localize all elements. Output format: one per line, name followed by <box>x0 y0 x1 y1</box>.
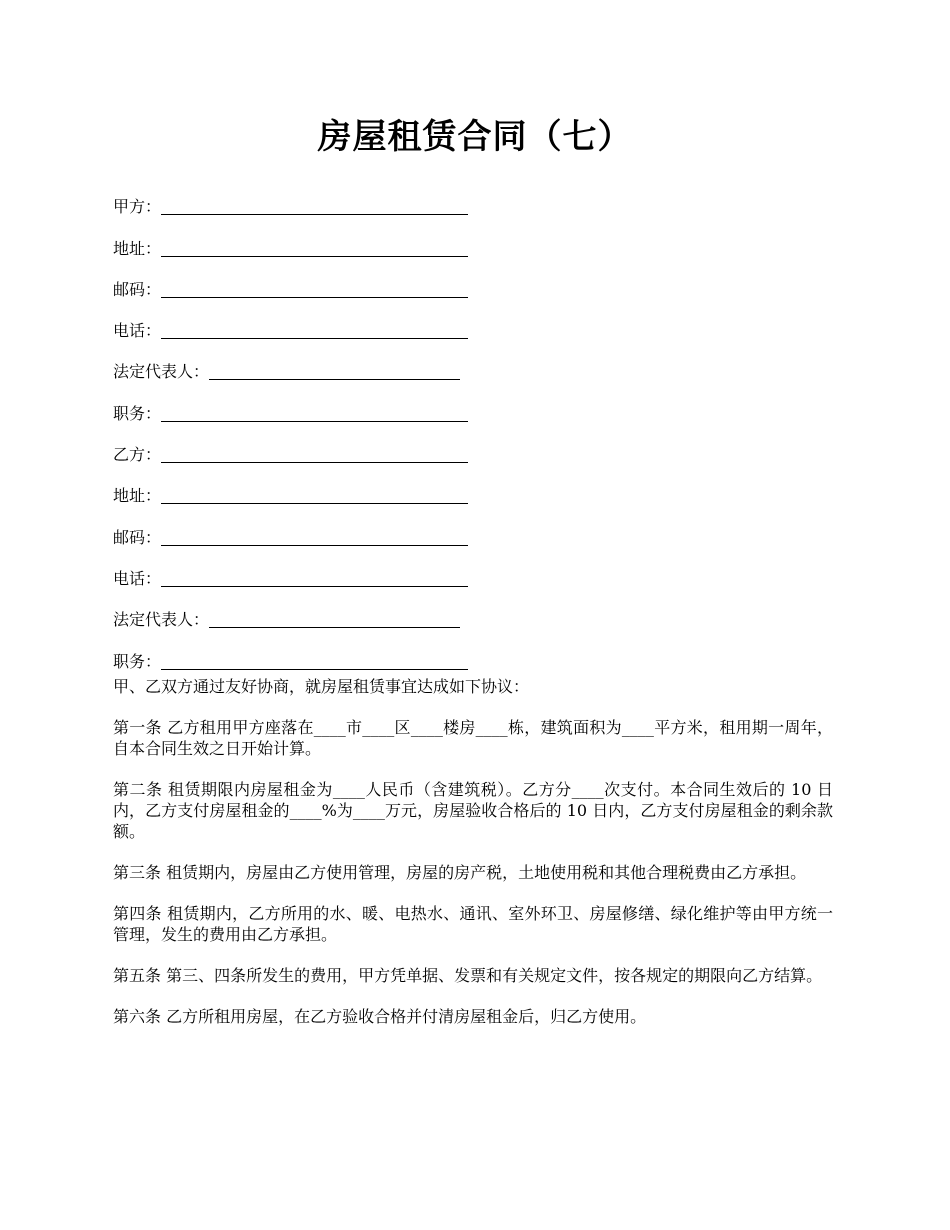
field-party-b-representative <box>113 591 833 632</box>
field-label: 甲方： <box>113 197 162 217</box>
field-label: 邮码： <box>113 527 162 547</box>
field-label: 法定代表人： <box>113 362 210 382</box>
fill-in-blank <box>161 651 468 670</box>
article-4: 第四条 租赁期内，乙方所用的水、暖、电热水、通讯、室外环卫、房屋修缮、绿化维护等由甲方统一管理，发生的费用由乙方承担。 <box>113 904 833 944</box>
article-5: 第五条 第三、四条所发生的费用，甲方凭单据、发票和有关规定文件，按各规定的期限向乙方结算。 <box>113 966 823 985</box>
contract-body <box>113 676 833 1047</box>
intro-paragraph: 甲、乙双方通过友好协商，就房屋租赁事宜达成如下协议： <box>113 677 530 696</box>
field-label: 地址： <box>113 486 162 506</box>
fill-in-blank <box>161 279 468 298</box>
fill-in-blank <box>161 196 468 215</box>
article-2: 第二条 租赁期限内房屋租金为____人民币（含建筑税）。乙方分____次支付。本合同生效后的 10 日内，乙方支付房屋租金的____%为____万元，房屋验收合格后的 10 日内，乙方支付房屋租金的剩余款额。 <box>113 780 833 841</box>
field-label: 法定代表人： <box>113 610 210 630</box>
field-party-b-address <box>113 467 833 508</box>
field-party-a-representative <box>113 343 833 384</box>
field-label: 职务： <box>113 403 162 423</box>
field-label: 乙方： <box>113 445 162 465</box>
field-party-a-postcode <box>113 261 833 302</box>
party-fields <box>113 178 833 674</box>
field-party-a-address <box>113 219 833 260</box>
field-label: 地址： <box>113 238 162 258</box>
article-6: 第六条 乙方所租用房屋，在乙方验收合格并付清房屋租金后，归乙方使用。 <box>113 1007 647 1026</box>
field-label: 电话： <box>113 568 162 588</box>
fill-in-blank <box>161 568 468 587</box>
field-party-a <box>113 178 833 219</box>
fill-in-blank <box>161 403 468 422</box>
field-party-b <box>113 426 833 467</box>
field-party-b-position <box>113 632 833 673</box>
field-party-a-phone <box>113 302 833 343</box>
fill-in-blank <box>161 485 468 504</box>
field-label: 电话： <box>113 321 162 341</box>
article-3: 第三条 租赁期内，房屋由乙方使用管理，房屋的房产税，土地使用税和其他合理税费由乙方承担。 <box>113 863 807 882</box>
fill-in-blank <box>209 609 460 628</box>
field-party-a-position <box>113 384 833 425</box>
fill-in-blank <box>161 238 468 257</box>
field-label: 职务： <box>113 651 162 671</box>
document-title: 房屋租赁合同（七） <box>317 117 633 157</box>
article-1: 第一条 乙方租用甲方座落在____市____区____楼房____栋，建筑面积为____平方米，租用期一周年，自本合同生效之日开始计算。 <box>113 718 833 758</box>
fill-in-blank <box>209 361 460 380</box>
field-label: 邮码： <box>113 279 162 299</box>
fill-in-blank <box>161 320 468 339</box>
fill-in-blank <box>161 444 468 463</box>
field-party-b-postcode <box>113 508 833 549</box>
field-party-b-phone <box>113 550 833 591</box>
fill-in-blank <box>161 527 468 546</box>
